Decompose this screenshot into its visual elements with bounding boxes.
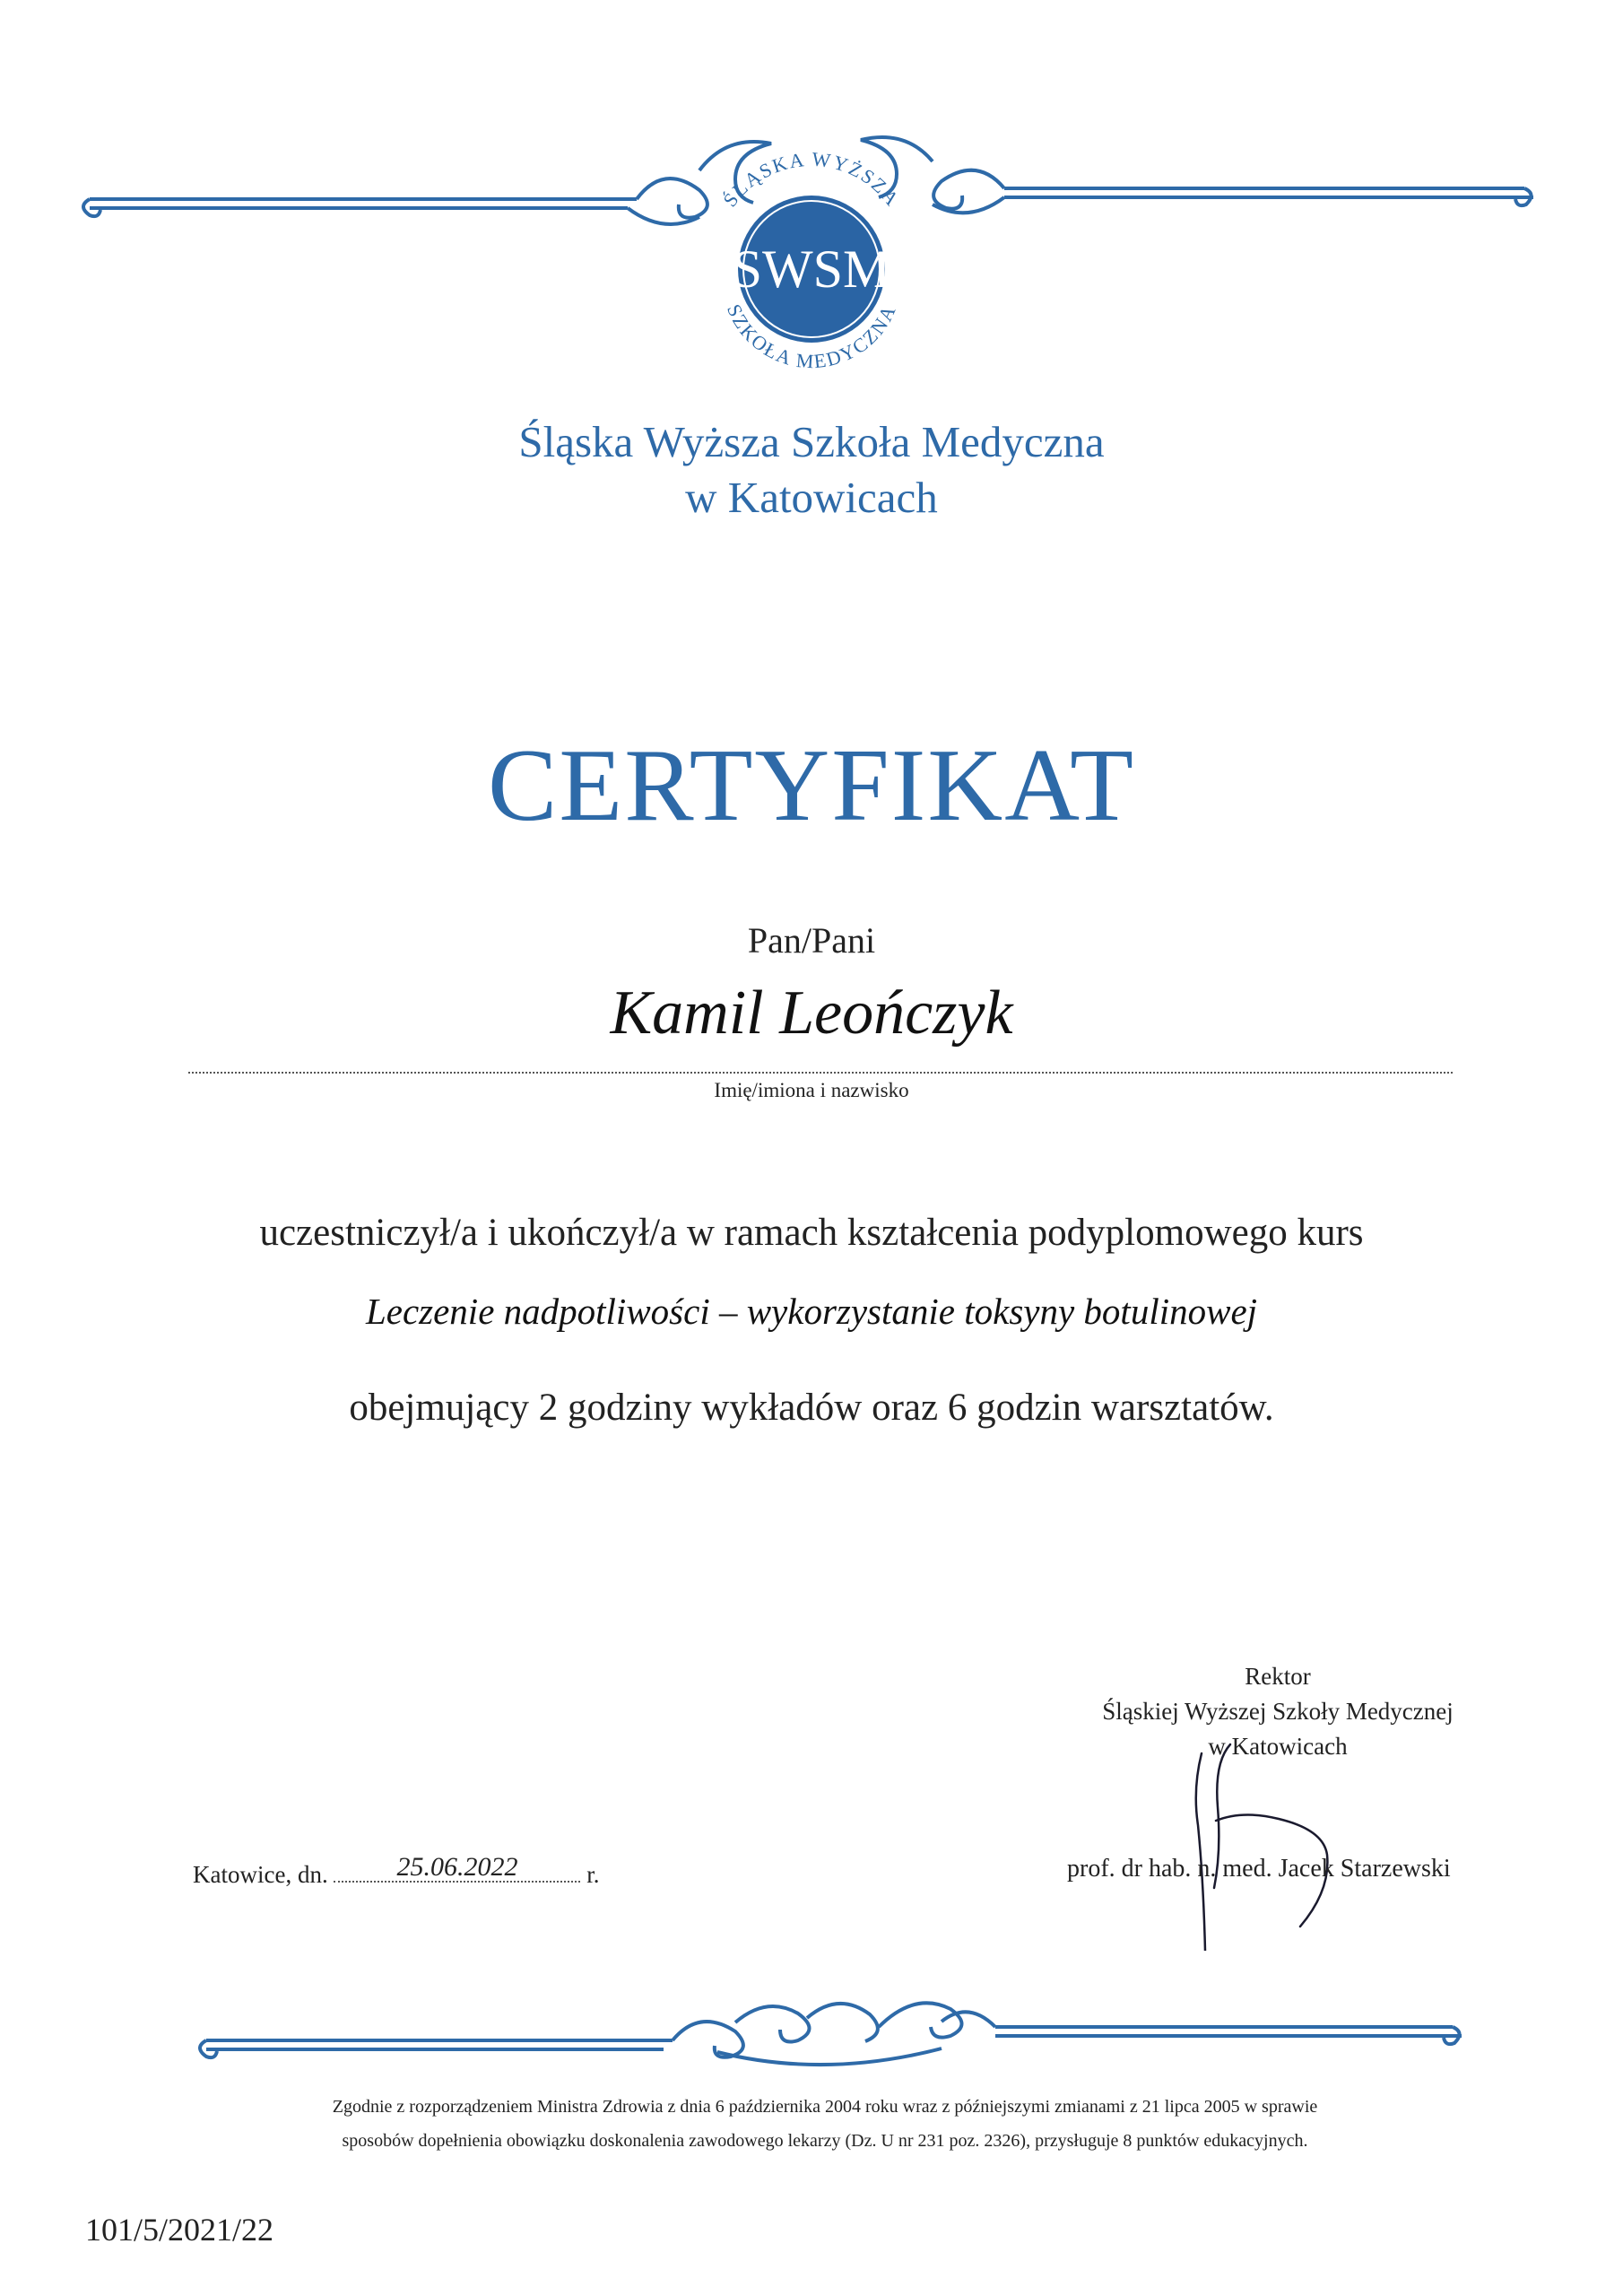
course-name: Leczenie nadpotliwości – wykorzystanie toksyny botulinowej bbox=[365, 1291, 1258, 1332]
issue-place: Katowice, dn. bbox=[193, 1861, 328, 1888]
logo-arc-bottom: SZKOŁA MEDYCZNA bbox=[722, 300, 901, 373]
name-dotted-line bbox=[188, 1072, 1453, 1074]
university-name-line2: w Katowicach bbox=[685, 473, 938, 522]
name-caption: Imię/imiona i nazwisko bbox=[714, 1079, 909, 1101]
university-name-line1: Śląska Wyższa Szkoła Medyczna bbox=[518, 417, 1105, 466]
issue-date-suffix: r. bbox=[586, 1861, 600, 1888]
recipient-name: Kamil Leończyk bbox=[610, 978, 1013, 1048]
logo-acronym: SWSM bbox=[732, 239, 891, 299]
rector-city: w Katowicach bbox=[1208, 1733, 1348, 1760]
bottom-ornament bbox=[179, 1982, 1480, 2081]
issue-date: 25.06.2022 bbox=[334, 1854, 580, 1883]
legal-note-line2: sposobów dopełnienia obowiązku doskonalenia zawodowego lekarzy (Dz. U nr 231 poz. 2326), przysługuje 8 punktów edukacyjnych. bbox=[342, 2131, 1308, 2151]
course-hours: obejmujący 2 godziny wykładów oraz 6 godzin warsztatów. bbox=[349, 1387, 1274, 1429]
rector-role: Rektor bbox=[1245, 1663, 1311, 1690]
signatory-name: prof. dr hab. n. med. Jacek Starzewski bbox=[1067, 1855, 1451, 1883]
issue-place-date bbox=[193, 1852, 600, 1890]
document-number: 101/5/2021/22 bbox=[85, 2212, 274, 2248]
legal-note bbox=[193, 2090, 1457, 2158]
salutation: Pan/Pani bbox=[747, 920, 876, 961]
university-logo bbox=[668, 126, 955, 395]
certificate-title: CERTYFIKAT bbox=[488, 728, 1135, 843]
rector-signature bbox=[1166, 1735, 1399, 1951]
legal-note-line1: Zgodnie z rozporządzeniem Ministra Zdrowia z dnia 6 października 2004 roku wraz z późniejszymi zmianami z 21 lipca 2005 w sprawie bbox=[332, 2097, 1318, 2117]
completion-statement: uczestniczył/a i ukończył/a w ramach kształcenia podyplomowego kurs bbox=[259, 1212, 1364, 1254]
logo-arc-top: ŚLĄSKA WYŻSZA bbox=[718, 147, 905, 212]
university-name bbox=[0, 414, 1623, 526]
rector-institution: Śląskiej Wyższej Szkoły Medycznej bbox=[1102, 1698, 1454, 1725]
